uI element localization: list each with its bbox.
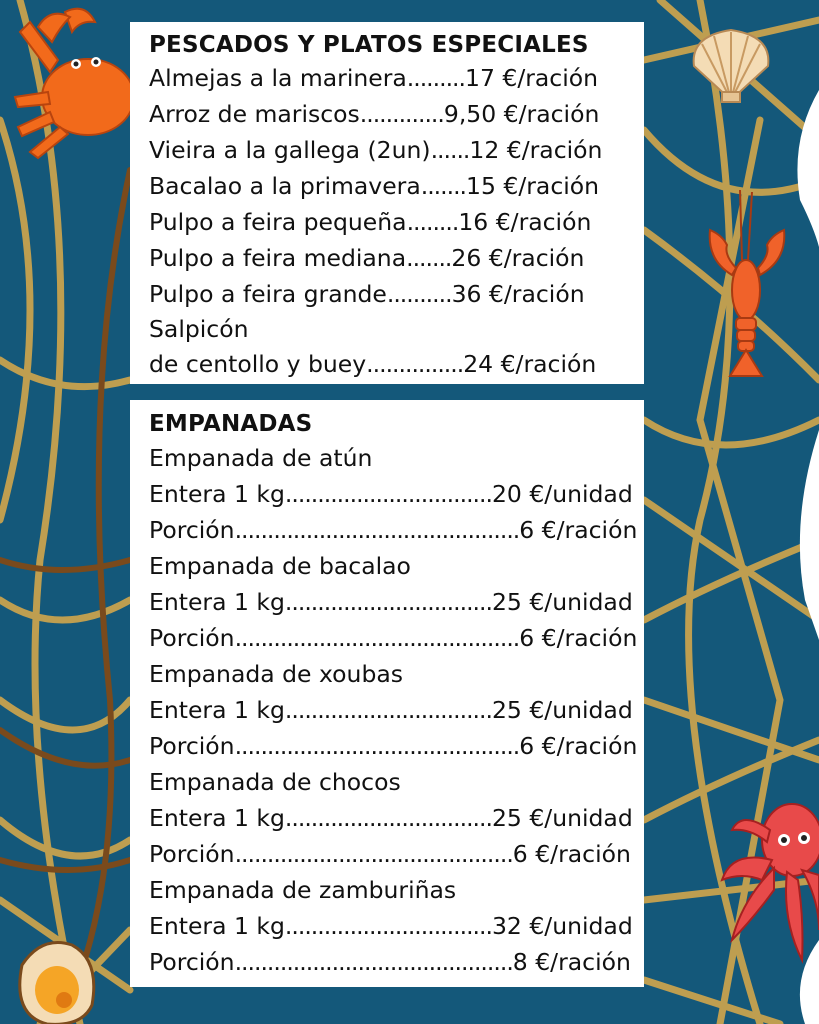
- menu-item: [149, 346, 644, 382]
- menu-item-price: 25 €/unidad: [491, 696, 633, 724]
- menu-item-name: de centollo y buey: [149, 350, 367, 378]
- octopus-icon: [712, 800, 819, 970]
- menu-item-price: 6 €/ración: [519, 516, 638, 544]
- menu-item-name: Porción: [149, 624, 235, 652]
- menu-item-name: Empanada de atún: [149, 444, 373, 472]
- menu-item-name: Porción: [149, 948, 235, 976]
- menu-item-name: Empanada de xoubas: [149, 660, 404, 688]
- menu-item-price: 20 €/unidad: [491, 480, 633, 508]
- menu-item-leader-dots: ................................: [284, 804, 492, 832]
- menu-item: [149, 944, 644, 980]
- menu-item-name: Arroz de mariscos: [149, 100, 360, 128]
- menu-item-price: 36 €/ración: [451, 280, 585, 308]
- menu-item-price: 24 €/ración: [463, 350, 597, 378]
- menu-item-leader-dots: ............................................: [234, 516, 520, 544]
- menu-item-leader-dots: ................................: [284, 480, 492, 508]
- menu-item-name: Porción: [149, 516, 235, 544]
- menu-item: [149, 276, 644, 312]
- menu-item-price: 6 €/ración: [519, 732, 638, 760]
- menu-item: [149, 656, 644, 692]
- menu-item: [149, 836, 644, 872]
- menu-item: [149, 312, 644, 346]
- menu-item: [149, 60, 644, 96]
- menu-item-name: Empanada de chocos: [149, 768, 401, 796]
- menu-item-name: Almejas a la marinera: [149, 64, 407, 92]
- menu-item-name: Pulpo a feira pequeña: [149, 208, 407, 236]
- menu-item-name: Pulpo a feira mediana: [149, 244, 407, 272]
- menu-item-leader-dots: ...........................................: [234, 948, 513, 976]
- menu-item: [149, 240, 644, 276]
- menu-item-name: Entera 1 kg: [149, 696, 285, 724]
- lobster-icon: [702, 190, 792, 382]
- menu-item: [149, 96, 644, 132]
- scallop-icon: [688, 26, 774, 104]
- menu-item-price: 6 €/ración: [512, 840, 631, 868]
- menu-item: [149, 800, 644, 836]
- menu-item-leader-dots: .......: [406, 244, 452, 272]
- menu-item-price: 12 €/ración: [469, 136, 603, 164]
- menu-item-price: 9,50 €/ración: [443, 100, 600, 128]
- menu-item: [149, 476, 644, 512]
- menu-item-price: 8 €/ración: [512, 948, 631, 976]
- menu-item: [149, 872, 644, 908]
- menu-item-name: Porción: [149, 732, 235, 760]
- menu-item: [149, 168, 644, 204]
- menu-item-price: 15 €/ración: [466, 172, 600, 200]
- menu-item-name: Entera 1 kg: [149, 588, 285, 616]
- menu-item-price: 25 €/unidad: [491, 804, 633, 832]
- menu-item-leader-dots: .........: [406, 64, 465, 92]
- section-title-especiales: PESCADOS Y PLATOS ESPECIALES: [149, 32, 589, 58]
- menu-item-name: Empanada de bacalao: [149, 552, 411, 580]
- menu-item-name: Empanada de zamburiñas: [149, 876, 457, 904]
- menu-item-leader-dots: ................................: [284, 912, 492, 940]
- menu-item: [149, 132, 644, 168]
- menu-item-leader-dots: ................................: [284, 588, 492, 616]
- menu-item: [149, 204, 644, 240]
- menu-item-leader-dots: ........: [406, 208, 459, 236]
- menu-item-leader-dots: ..........: [386, 280, 452, 308]
- menu-item-name: Entera 1 kg: [149, 912, 285, 940]
- menu-item: [149, 620, 644, 656]
- menu-item-name: Salpicón: [149, 315, 249, 343]
- oyster-icon: [12, 935, 102, 1024]
- menu-item-leader-dots: .............: [359, 100, 444, 128]
- crab-icon: [10, 2, 132, 162]
- menu-item: [149, 728, 644, 764]
- menu-item-name: Vieira a la gallega (2un): [149, 136, 431, 164]
- menu-item-leader-dots: ......: [430, 136, 470, 164]
- menu-item-leader-dots: ............................................: [234, 732, 520, 760]
- menu-item-leader-dots: ................................: [284, 696, 492, 724]
- menu-item-leader-dots: .......: [420, 172, 467, 200]
- menu-item-name: Entera 1 kg: [149, 480, 285, 508]
- menu-item-leader-dots: ...............: [366, 350, 464, 378]
- section-title-empanadas: EMPANADAS: [149, 411, 313, 437]
- menu-item-price: 6 €/ración: [519, 624, 638, 652]
- menu-item-price: 17 €/ración: [465, 64, 599, 92]
- menu-item-leader-dots: ...........................................: [234, 840, 513, 868]
- menu-panel-empanadas: [130, 400, 644, 987]
- menu-item: [149, 908, 644, 944]
- menu-item-name: Entera 1 kg: [149, 804, 285, 832]
- menu-item-price: 16 €/ración: [458, 208, 592, 236]
- menu-item-name: Porción: [149, 840, 235, 868]
- menu-item: [149, 548, 644, 584]
- menu-item-name: Bacalao a la primavera: [149, 172, 421, 200]
- menu-item-name: Pulpo a feira grande: [149, 280, 387, 308]
- menu-list-empanadas: [149, 440, 644, 980]
- menu-item: [149, 512, 644, 548]
- menu-item-price: 32 €/unidad: [491, 912, 633, 940]
- menu-item: [149, 764, 644, 800]
- menu-panel-especiales: [130, 22, 644, 384]
- menu-item-leader-dots: ............................................: [234, 624, 520, 652]
- menu-item: [149, 692, 644, 728]
- menu-item: [149, 440, 644, 476]
- menu-item: [149, 584, 644, 620]
- menu-item-price: 26 €/ración: [451, 244, 585, 272]
- menu-list-especiales: [149, 60, 644, 382]
- menu-item-price: 25 €/unidad: [491, 588, 633, 616]
